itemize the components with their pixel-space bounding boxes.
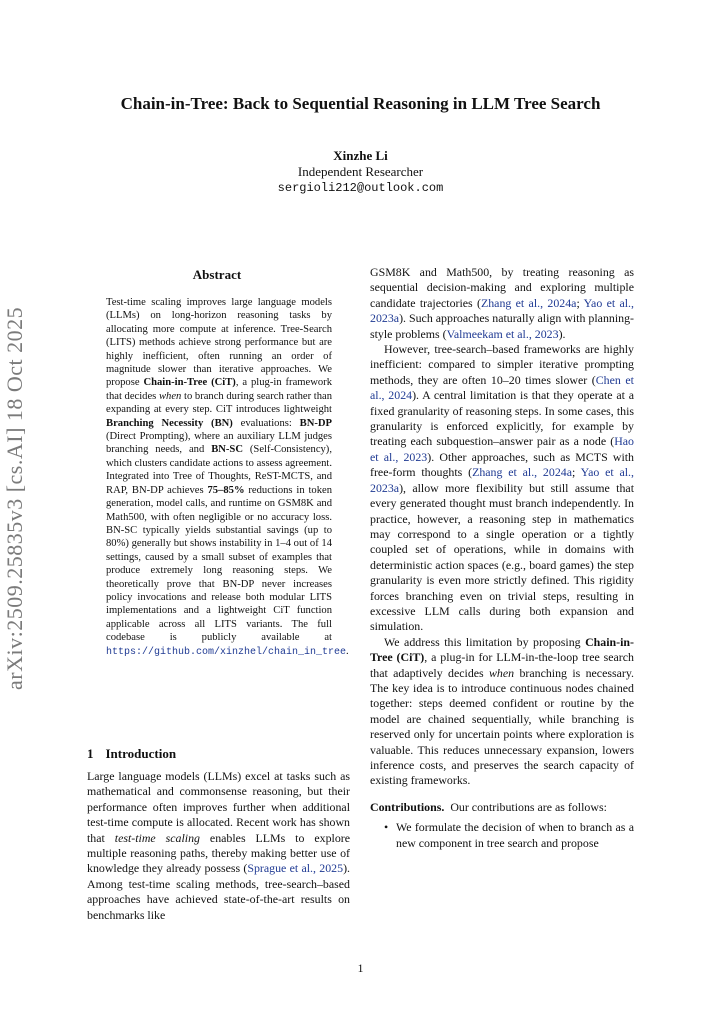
citation-chen[interactable]: Chen et al., 2024 — [370, 372, 634, 403]
citation-zhang[interactable]: Zhang et al., 2024a — [480, 295, 577, 310]
author-email: sergioli212@outlook.com — [277, 181, 444, 195]
contributions-lead: Contributions. — [370, 799, 445, 814]
citation-hao[interactable]: Hao et al., 2023 — [370, 434, 634, 464]
emphasis-when: when — [489, 665, 515, 680]
citation-yao[interactable]: Yao et al., 2023a — [370, 465, 634, 495]
citation-yao[interactable]: Yao et al., 2023a — [370, 295, 634, 326]
page-number: 1 — [357, 961, 364, 975]
citation-valmeekam[interactable]: Valmeekam et al., 2023 — [446, 326, 559, 341]
abstract-heading: Abstract — [192, 267, 242, 282]
intro-paragraph-1-right: GSM8K and Math500, by treating reasoning as sequential decision-making and exploring multiple candidate trajectories (Zhang et al., 2024a; Yao et al., 2023a). Such approaches naturally align with planning-style problems (Valmeekam et al., 2023). — [370, 265, 634, 341]
section-heading-introduction: 1 Introduction — [87, 746, 177, 761]
contributions-paragraph: Contributions. Our contributions are as follows: — [370, 799, 607, 814]
author-affiliation: Independent Researcher — [297, 164, 424, 179]
author-block — [0, 148, 721, 196]
citation-zhang[interactable]: Zhang et al., 2024a — [472, 465, 572, 480]
citation-sprague[interactable]: Sprague et al., 2025 — [247, 861, 344, 876]
right-column — [370, 265, 634, 851]
bullet-marker: • — [384, 820, 389, 835]
author-name: Xinzhe Li — [333, 148, 388, 163]
contribution-bullet-1: • We formulate the decision of when to branch as a new component in tree search and propose — [384, 820, 634, 850]
code-link[interactable]: https://github.com/xinzhel/chain_in_tree — [106, 646, 347, 658]
cit-name: Chain-in-Tree (CiT) — [370, 634, 634, 665]
intro-paragraph-1-left: Large language models (LLMs) excel at tasks such as mathematical and commonsense reasoning, but their performance often improves further when additional test-time compute is allocated. Recent work has shown that test-time scaling enables LLMs to explore multiple reasoning paths, thereby making better use of knowledge they already possess (Sprague et al., 2025). Among test-time scaling methods, tree-search–based approaches have achieved state-of-the-art results on benchmarks like — [87, 769, 350, 922]
arxiv-stamp: arXiv:2509.25835v3 [cs.AI] 18 Oct 2025 — [2, 306, 27, 690]
abstract-text: Test-time scaling improves large language models (LLMs) on long-horizon reasoning tasks by allocating more compute at inference. Tree-Search (LITS) methods achieve strong performance but are highly inefficient, often running an order of magnitude slower than iterative approaches. We propose Chain-in-Tree (CiT), a plug-in framework that decides when to branch during search rather than expanding at every step. CiT introduces lightweight Branching Necessity (BN) evaluations: BN-DP (Direct Prompting), where an auxiliary LLM judges branching needs, and BN-SC (Self-Consistency), which clusters candidate actions to assess agreement. Integrated into Tree of Thoughts, ReST-MCTS, and RAP, BN-DP achieves 75–85% reductions in token generation, model calls, and runtime on GSM8K and Math500, with often negligible or no accuracy loss. BN-SC typically yields substantial savings (up to 80%) generally but shows instability in 1–4 out of 14 settings, caused by a small subset of examples that produce extremely long reasoning steps. We theoretically prove that BN-DP never increases policy invocations and release both modular LITS implementations and a lightweight CiT function applicable across all LITS variants. The full codebase is publicly available at https://github.com/xinzhel/chain_in_tree. — [106, 297, 349, 658]
intro-paragraph-3: We address this limitation by proposing Chain-in-Tree (CiT), a plug-in for LLM-in-the-loop tree search that adaptively decides when branching is necessary. The key idea is to introduce continuous nodes chained together: steps deemed confident or routine by the model are chained sequentially, while branching is reserved only for uncertain points where exploration is valuable. This reduces unnecessary expansion, lowers inference costs, and preserves the search capacity of existing frameworks. — [370, 634, 634, 788]
paper-title: Chain-in-Tree: Back to Sequential Reasoning in LLM Tree Search — [120, 94, 601, 113]
intro-paragraph-2: However, tree-search–based frameworks are highly inefficient: compared to simpler iterative prompting methods, they are often 10–20 times slower (Chen et al., 2024). A central limitation is that they operate at a fixed granularity of reasoning steps. In some cases, this granularity is enforced explicitly, for example by treating each subquestion–answer pair as a node (Hao et al., 2023). Other approaches, such as MCTS with free-form thoughts (Zhang et al., 2024a; Yao et al., 2023a), allow more flexibility but still assume that every generated thought must branch independently. In practice, however, a reasoning step in mathematics may correspond to a single operation or a tightly coupled set of operations, while in domains with deterministic action spaces (e.g., board games) the step granularity is even more strictly defined. This rigidity forces branching even on trivial steps, resulting in excessive LLM calls during both expansion and simulation. — [370, 342, 635, 634]
